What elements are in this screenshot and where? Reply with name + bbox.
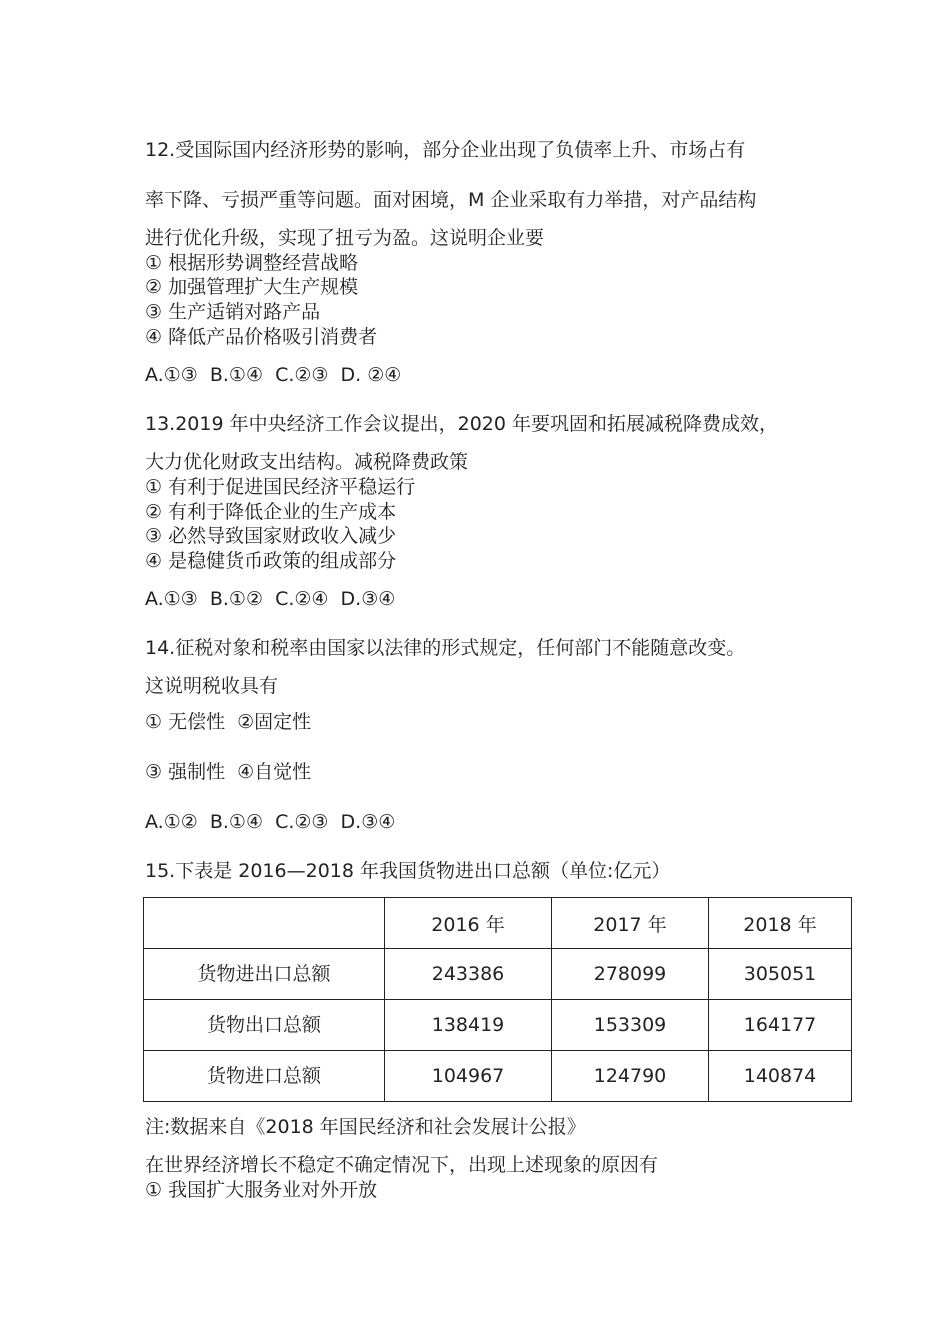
table-cell: 138419	[385, 1000, 552, 1051]
table-cell: 243386	[385, 949, 552, 1000]
q13-option-3: ③ 必然导致国家财政收入减少	[145, 525, 397, 547]
table-header-cell: 2017 年	[552, 898, 709, 949]
q15-option-1: ① 我国扩大服务业对外开放	[145, 1179, 378, 1201]
q14-stem-line-2: 这说明税收具有	[145, 675, 279, 697]
q12-answer-choices: A.①③ B.①④ C.②③ D. ②④	[145, 364, 402, 386]
q13-option-4: ④ 是稳健货币政策的组成部分	[145, 550, 397, 572]
table-cell: 153309	[552, 1000, 709, 1051]
q12-option-3: ③ 生产适销对路产品	[145, 301, 321, 323]
table-cell: 278099	[552, 949, 709, 1000]
q12-option-4: ④ 降低产品价格吸引消费者	[145, 326, 378, 348]
q12-stem-line-2: 率下降、亏损严重等问题。面对困境，M 企业采取有力举措，对产品结构	[145, 189, 757, 211]
row-label: 货物进口总额	[144, 1051, 385, 1102]
q12-stem-line-1: 12.受国际国内经济形势的影响，部分企业出现了负债率上升、市场占有	[145, 139, 746, 161]
q14-answer-choices: A.①② B.①④ C.②③ D.③④	[145, 811, 396, 833]
table-cell: 140874	[709, 1051, 852, 1102]
table-row	[144, 1051, 852, 1102]
q15-stem: 15.下表是 2016—2018 年我国货物进出口总额（单位:亿元）	[145, 860, 671, 882]
table-row	[144, 1000, 852, 1051]
q14-options-row-2: ③ 强制性 ④自觉性	[145, 761, 312, 783]
table-header-row	[144, 898, 852, 949]
q12-stem-line-3: 进行优化升级，实现了扭亏为盈。这说明企业要	[145, 227, 545, 249]
q13-stem-line-1: 13.2019 年中央经济工作会议提出，2020 年要巩固和拓展减税降费成效，	[145, 413, 779, 435]
q13-stem-line-2: 大力优化财政支出结构。减税降费政策	[145, 451, 469, 473]
q14-stem-line-1: 14.征税对象和税率由国家以法律的形式规定，任何部门不能随意改变。	[145, 637, 746, 659]
q13-option-2: ② 有利于降低企业的生产成本	[145, 501, 397, 523]
q14-options-row-1: ① 无偿性 ②固定性	[145, 711, 312, 733]
table-row	[144, 949, 852, 1000]
table-cell: 124790	[552, 1051, 709, 1102]
table-header-cell: 2016 年	[385, 898, 552, 949]
table-cell: 164177	[709, 1000, 852, 1051]
q12-option-1: ① 根据形势调整经营战略	[145, 252, 359, 274]
trade-data-table	[143, 897, 852, 1102]
table-header-cell: 2018 年	[709, 898, 852, 949]
q12-option-2: ② 加强管理扩大生产规模	[145, 276, 359, 298]
row-label: 货物进出口总额	[144, 949, 385, 1000]
table-cell: 305051	[709, 949, 852, 1000]
table-header-cell	[144, 898, 385, 949]
q13-option-1: ① 有利于促进国民经济平稳运行	[145, 476, 416, 498]
q13-answer-choices: A.①③ B.①② C.②④ D.③④	[145, 588, 396, 610]
row-label: 货物出口总额	[144, 1000, 385, 1051]
table-cell: 104967	[385, 1051, 552, 1102]
q15-question: 在世界经济增长不稳定不确定情况下，出现上述现象的原因有	[145, 1154, 659, 1176]
q15-data-note: 注:数据来自《2018 年国民经济和社会发展计公报》	[145, 1116, 586, 1138]
